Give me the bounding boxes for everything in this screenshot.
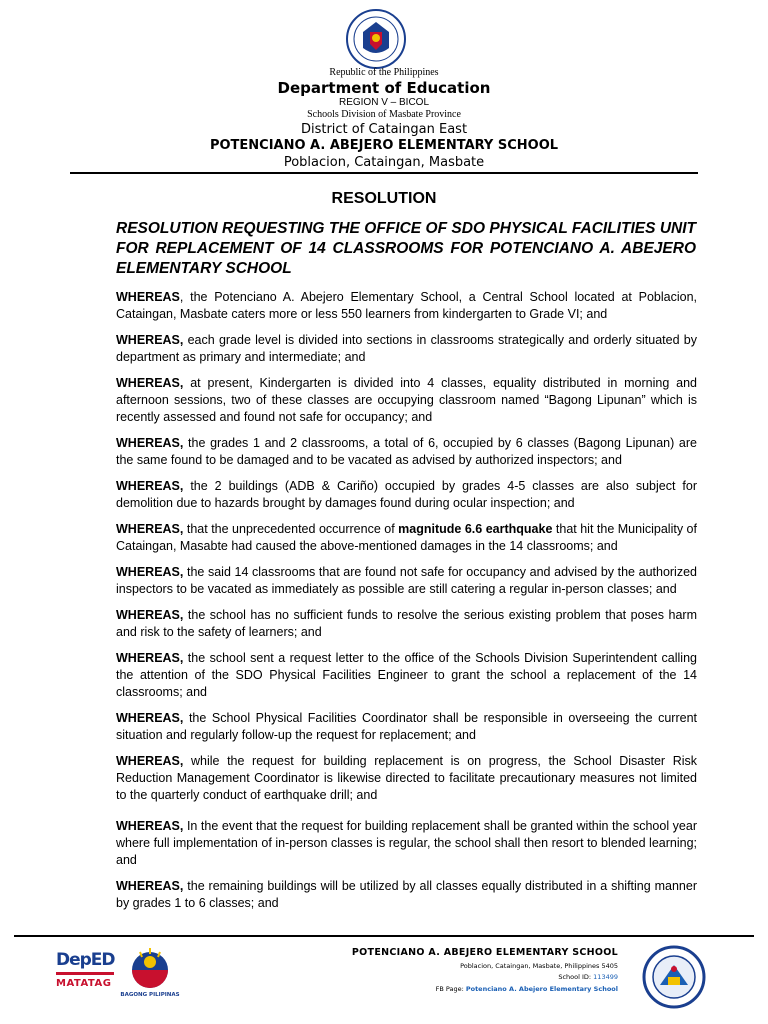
logo-divider <box>56 972 114 975</box>
paragraph-text: the grades 1 and 2 classrooms, a total of 6, occupied by 6 classes (Bagong Lipunan) are the same found to be damaged and to be vacated as advised by authorized inspectors; and <box>116 436 697 467</box>
footer-school-id <box>558 973 618 981</box>
earthquake-emphasis: magnitude 6.6 earthquake <box>398 522 553 536</box>
resolution-body <box>116 289 697 921</box>
deped-matatag-logo <box>56 950 118 1000</box>
whereas-paragraph <box>116 332 697 366</box>
paragraph-text: In the event that the request for building replacement shall be granted within the school year where full implementation of in-person classes is regular, the school shall then resort to blended learning; and <box>116 819 697 867</box>
school-id-label: School ID: <box>558 973 594 981</box>
whereas-paragraph <box>116 710 697 744</box>
whereas-lead: WHEREAS, <box>116 711 184 725</box>
fb-page-link[interactable]: Potenciano A. Abejero Elementary School <box>465 985 618 993</box>
paragraph-text: each grade level is divided into sections in classrooms strategically and orderly situated by department as primary and intermediate; and <box>116 333 697 364</box>
header-divider <box>70 172 698 174</box>
whereas-paragraph <box>116 375 697 426</box>
whereas-paragraph <box>116 564 697 598</box>
resolution-subtitle: RESOLUTION REQUESTING THE OFFICE OF SDO PHYSICAL FACILITIES UNIT FOR REPLACEMENT OF 14 CLASSROOMS FOR POTENCIANO A. ABEJERO ELEMENTARY SCHOOL <box>116 220 696 277</box>
paragraph-text: , the Potenciano A. Abejero Elementary School, a Central School located at Poblacion, Cataingan, Masbate caters more or less 550 learners from kindergarten to Grade VI; and <box>116 290 697 321</box>
whereas-paragraph <box>116 478 697 512</box>
deped-seal-icon <box>341 8 411 70</box>
whereas-lead: WHEREAS <box>116 290 180 304</box>
whereas-paragraph <box>116 753 697 804</box>
whereas-paragraph <box>116 435 697 469</box>
paragraph-text: the school has no sufficient funds to resolve the serious existing problem that poses harm and risk to the safety of learners; and <box>116 608 697 639</box>
republic-line: Republic of the Philippines <box>329 67 439 78</box>
whereas-paragraph <box>116 521 697 555</box>
whereas-lead: WHEREAS, <box>116 436 184 450</box>
paragraph-text: the 2 buildings (ADB & Cariño) occupied by grades 4-5 classes are also subject for demolition due to hazards brought by damages found during ocular inspection; and <box>116 479 697 510</box>
matatag-logo-text: MATATAG <box>56 978 112 989</box>
school-id-value: 113499 <box>593 973 618 981</box>
whereas-lead: WHEREAS, <box>116 819 184 833</box>
whereas-paragraph <box>116 878 697 912</box>
paragraph-text: at present, Kindergarten is divided into 4 classes, equality distributed in morning and afternoon sessions, two of these classes are occupying classroom named “Bagong Lipunan” which is recently assessed and found not safe for occupancy; and <box>116 376 697 424</box>
paragraph-text: the School Physical Facilities Coordinator shall be responsible in overseeing the current situation and regularly follow-up the request for replacement; and <box>116 711 697 742</box>
whereas-paragraph <box>116 289 697 323</box>
paragraph-text: while the request for building replacement is on progress, the School Disaster Risk Reduction Management Coordinator is likewise directed to facilitate precautionary measures not limited to the quarterly conduct of earthquake drill; and <box>116 754 697 802</box>
whereas-paragraph <box>116 650 697 701</box>
whereas-lead: WHEREAS, <box>116 333 184 347</box>
whereas-lead: WHEREAS, <box>116 754 184 768</box>
footer-divider <box>14 935 754 937</box>
footer-address: Poblacion, Cataingan, Masbate, Philippines 5405 <box>460 962 618 970</box>
school-name: POTENCIANO A. ABEJERO ELEMENTARY SCHOOL <box>209 138 559 153</box>
school-address: Poblacion, Cataingan, Masbate <box>283 155 485 170</box>
paragraph-text: the remaining buildings will be utilized by all classes equally distributed in a shifting manner by grades 1 to 6 classes; and <box>116 879 697 910</box>
whereas-lead: WHEREAS, <box>116 376 184 390</box>
whereas-lead: WHEREAS, <box>116 608 184 622</box>
region-line: REGION V – BICOL <box>338 97 430 108</box>
whereas-lead: WHEREAS, <box>116 651 184 665</box>
bagong-pilipinas-label: BAGONG PILIPINAS <box>120 992 180 998</box>
whereas-lead: WHEREAS, <box>116 879 184 893</box>
document-title: RESOLUTION <box>331 190 437 207</box>
paragraph-text: the said 14 classrooms that are found not safe for occupancy and advised by the authorized inspectors to be vacated as immediately as possible are still catering a regular in-person classes; and <box>116 565 697 596</box>
paragraph-text: that hit the Municipality of Cataingan, Masabte had caused the above-mentioned damages in the 14 classrooms; and <box>116 522 697 553</box>
fb-page-label: FB Page: <box>435 985 466 993</box>
whereas-paragraph <box>116 607 697 641</box>
footer-fb-page <box>436 985 618 993</box>
paragraph-text: that the unprecedented occurrence of <box>183 522 399 536</box>
district-line: District of Cataingan East <box>300 122 468 137</box>
school-seal-icon <box>642 945 706 1009</box>
whereas-lead: WHEREAS, <box>116 565 184 579</box>
whereas-paragraph <box>116 818 697 869</box>
whereas-lead: WHEREAS, <box>116 522 184 536</box>
whereas-lead: WHEREAS, <box>116 479 184 493</box>
deped-logo-text: DepED <box>56 950 115 970</box>
division-line: Schools Division of Masbate Province <box>307 109 461 120</box>
footer-school-name: POTENCIANO A. ABEJERO ELEMENTARY SCHOOL <box>351 947 618 958</box>
paragraph-text: the school sent a request letter to the office of the Schools Division Superintendent calling the attention of the SDO Physical Facilities Engineer to grant the school a replacement of the 14 classrooms; and <box>116 651 697 699</box>
department-name: Department of Education <box>277 79 491 97</box>
